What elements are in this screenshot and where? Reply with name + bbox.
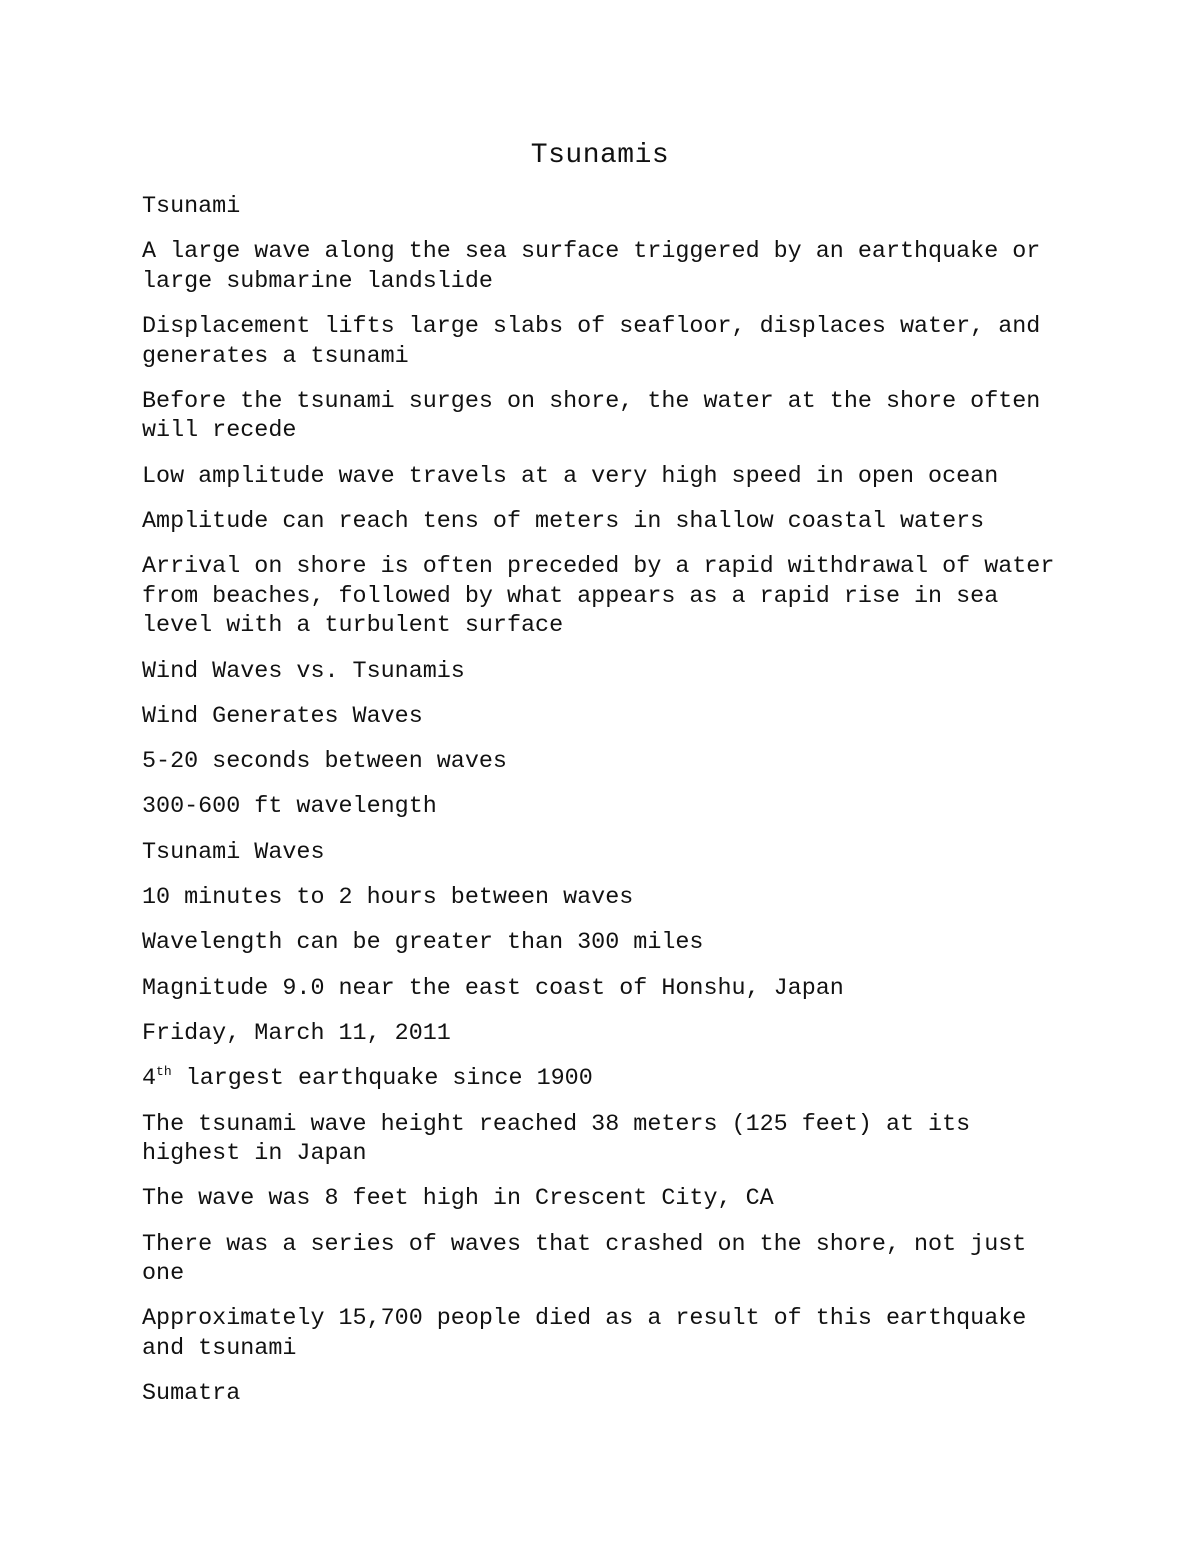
paragraph: 10 minutes to 2 hours between waves: [142, 885, 634, 912]
paragraph: A large wave along the sea surface triggered by an earthquake or large submarine landslide: [142, 239, 1041, 295]
paragraph: Sumatra: [142, 1381, 241, 1408]
paragraph: Amplitude can reach tens of meters in shallow coastal waters: [142, 508, 985, 535]
paragraph: Wind Waves vs. Tsunamis: [142, 658, 465, 685]
paragraph: Before the tsunami surges on shore, the water at the shore often will recede: [142, 388, 1041, 445]
paragraph: Wind Generates Waves: [142, 703, 423, 730]
ordinal-suffix: th: [156, 1064, 172, 1080]
paragraph: Tsunami Waves: [142, 839, 325, 866]
paragraph: [142, 1065, 1072, 1095]
paragraph: Magnitude 9.0 near the east coast of Honshu, Japan: [142, 975, 844, 1002]
paragraph: Approximately 15,700 people died as a result of this earthquake and tsunami: [142, 1306, 1027, 1362]
paragraph: 5-20 seconds between waves: [142, 749, 507, 776]
ordinal-number: 4: [142, 1066, 157, 1093]
document-title: Tsunamis: [530, 140, 670, 171]
paragraph: Tsunami: [142, 194, 241, 220]
document-body: [142, 193, 1072, 1426]
paragraph: Arrival on shore is often preceded by a rapid withdrawal of water from beaches, followed by what appears as a rapid rise in sea level with a turbulent surface: [142, 554, 1055, 640]
paragraph: Low amplitude wave travels at a very high speed in open ocean: [142, 463, 999, 490]
paragraph: The tsunami wave height reached 38 meters (125 feet) at its highest in Japan: [142, 1111, 971, 1168]
paragraph: Displacement lifts large slabs of seafloor, displaces water, and generates a tsunami: [142, 314, 1041, 370]
paragraph: Friday, March 11, 2011: [142, 1020, 451, 1047]
paragraph: The wave was 8 feet high in Crescent City, CA: [142, 1186, 774, 1213]
paragraph: 300-600 ft wavelength: [142, 794, 437, 821]
paragraph: Wavelength can be greater than 300 miles: [142, 930, 704, 957]
paragraph: There was a series of waves that crashed on the shore, not just one: [142, 1231, 1027, 1288]
ordinal-rest: largest earthquake since 1900: [171, 1066, 593, 1093]
